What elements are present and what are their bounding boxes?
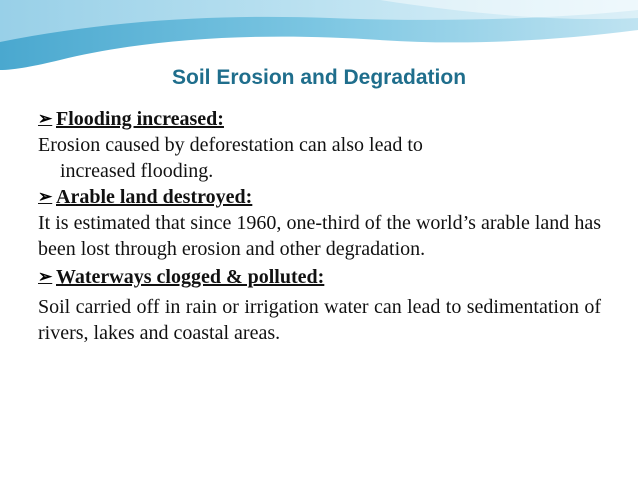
section-heading-arable bbox=[38, 184, 601, 210]
section-text-flooding bbox=[38, 132, 601, 184]
arrow-bullet-icon: ➢ bbox=[38, 267, 53, 286]
header-wave-decoration bbox=[0, 0, 638, 70]
heading-text: Flooding increased: bbox=[56, 108, 224, 130]
section-heading-waterways bbox=[38, 264, 601, 290]
arrow-bullet-icon: ➢ bbox=[38, 187, 53, 206]
slide-title: Soil Erosion and Degradation bbox=[171, 66, 467, 89]
heading-text: Arable land destroyed: bbox=[56, 186, 253, 208]
heading-text: Waterways clogged & polluted: bbox=[56, 266, 325, 288]
section-text-waterways: Soil carried off in rain or irrigation water can lead to sedimentation of rivers, lakes and coastal areas. bbox=[38, 296, 601, 344]
section-text-arable: It is estimated that since 1960, one-third of the world’s arable land has been lost through erosion and other degradation. bbox=[38, 212, 601, 260]
section-heading-flooding bbox=[38, 106, 601, 132]
arrow-bullet-icon: ➢ bbox=[38, 109, 53, 128]
text-line: increased flooding. bbox=[60, 160, 214, 182]
slide-content bbox=[38, 106, 601, 346]
text-line: Erosion caused by deforestation can also lead to bbox=[38, 134, 423, 156]
